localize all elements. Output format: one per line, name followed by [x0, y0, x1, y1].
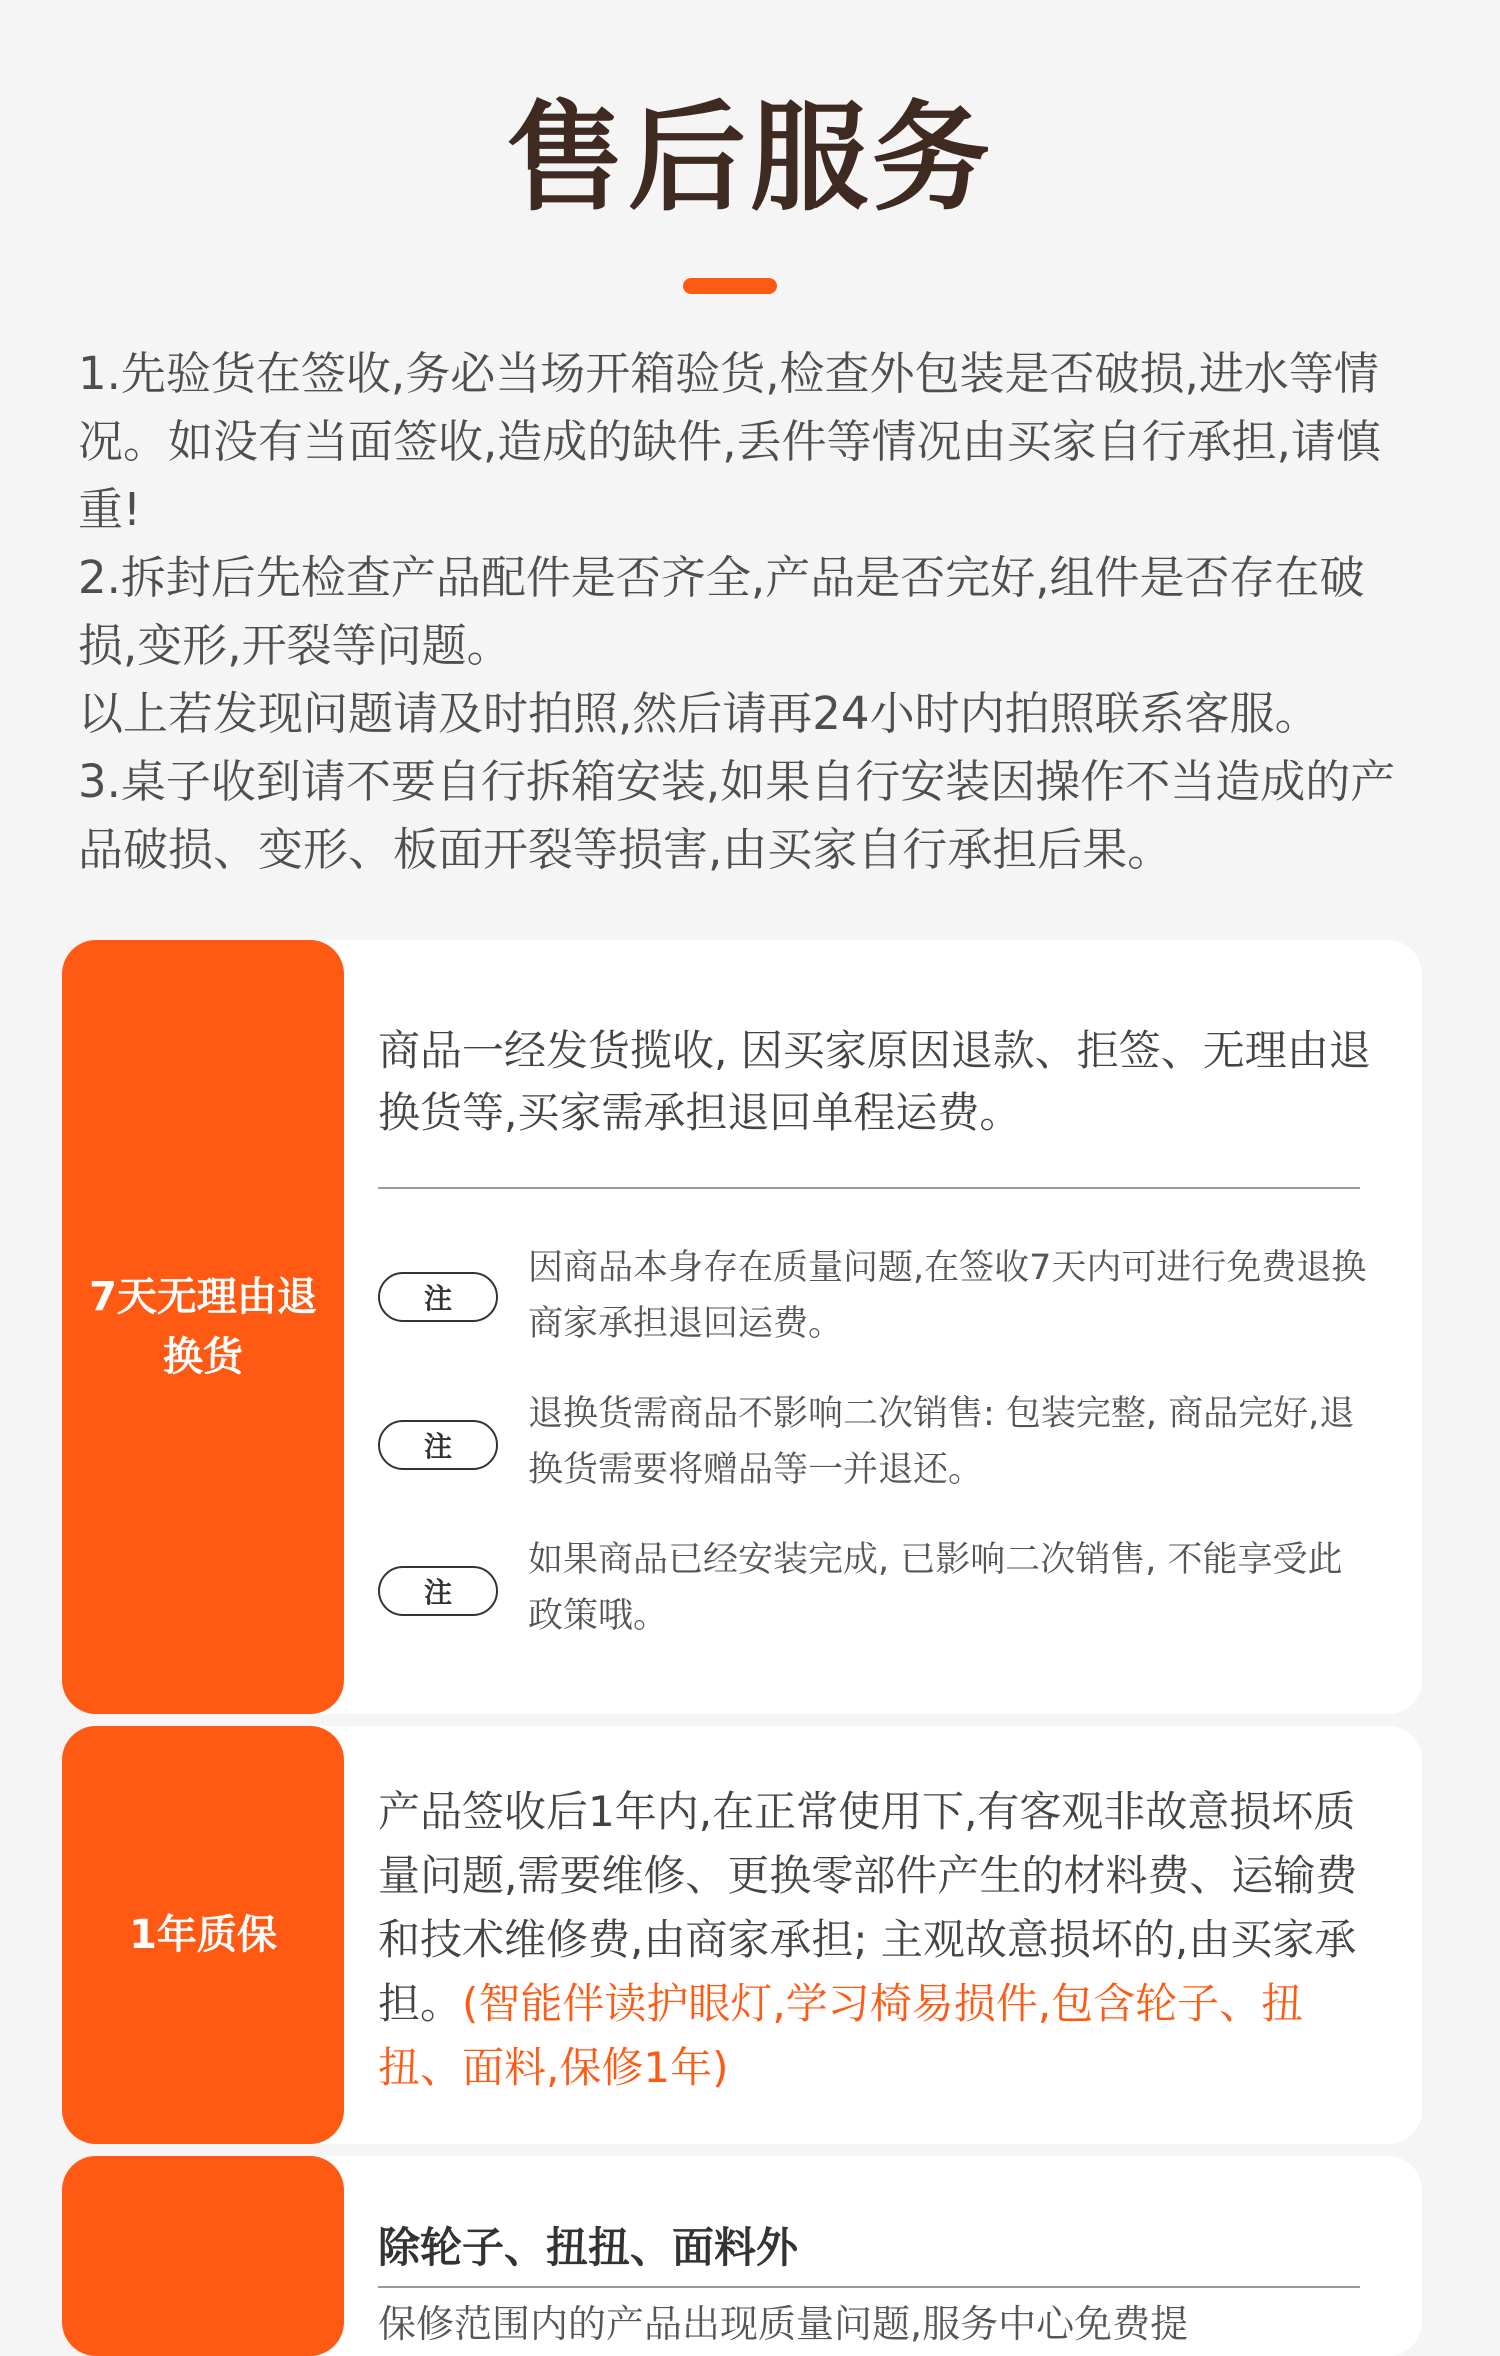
warranty-card [62, 1726, 1422, 2144]
warranty-main-text: 产品签收后1年内,在正常使用下,有客观非故意损坏质量问题,需要维修、更换零部件产生的材料费、运输费和技术维修费,由商家承担; 主观故意损坏的,由买家承担。 [378, 1787, 1358, 2028]
card-label-1year-warranty: 1年质保 [62, 1726, 344, 2144]
repair-scope-heading: 除轮子、扭扭、面料外 [378, 2223, 799, 2272]
intro-line-2: 2.拆封后先检查产品配件是否齐全,产品是否完好,组件是否存在破损,变形,开裂等问题。 [78, 551, 1365, 672]
intro-line-1: 1.先验货在签收,务必当场开箱验货,检查外包装是否破损,进水等情况。如没有当面签收,造成的缺件,丢件等情况由买家自行承担,请慎重! [78, 347, 1381, 536]
intro-line-4: 3.桌子收到请不要自行拆箱安装,如果自行安装因操作不当造成的产品破损、变形、板面开裂等损害,由买家自行承担后果。 [78, 755, 1396, 876]
warranty-text [378, 1780, 1372, 2100]
return-policy-main-text: 商品一经发货揽收, 因买家原因退款、拒签、无理由退换货等,买家需承担退回单程运费。 [378, 1026, 1371, 1137]
card-label [62, 2156, 344, 2356]
page-title: 售后服务 [505, 89, 994, 227]
repair-scope-text: 保修范围内的产品出现质量问题,服务中心免费提 [378, 2302, 1189, 2346]
divider [378, 1187, 1360, 1189]
note-badge: 注 [378, 1420, 498, 1470]
intro-line-3: 以上若发现问题请及时拍照,然后请再24小时内拍照联系客服。 [78, 687, 1320, 740]
intro-text [78, 340, 1418, 884]
title-underline [683, 278, 777, 294]
divider [378, 2286, 1360, 2288]
note-badge: 注 [378, 1272, 498, 1322]
warranty-highlight-text: (智能伴读护眼灯,学习椅易损件,包含轮子、扭扭、面料,保修1年) [378, 1979, 1304, 2092]
note-text: 如果商品已经安装完成, 已影响二次销售, 不能享受此政策哦。 [528, 1540, 1343, 1636]
note-text: 退换货需商品不影响二次销售: 包装完整, 商品完好,退换货需要将赠品等一并退还。 [528, 1394, 1355, 1490]
return-policy-card [62, 940, 1422, 1714]
card-label-7day-return: 7天无理由退换货 [62, 940, 344, 1714]
note-text: 因商品本身存在质量问题,在签收7天内可进行免费退换商家承担退回运费。 [528, 1248, 1367, 1344]
repair-scope-card [62, 2156, 1422, 2356]
note-badge: 注 [378, 1566, 498, 1616]
